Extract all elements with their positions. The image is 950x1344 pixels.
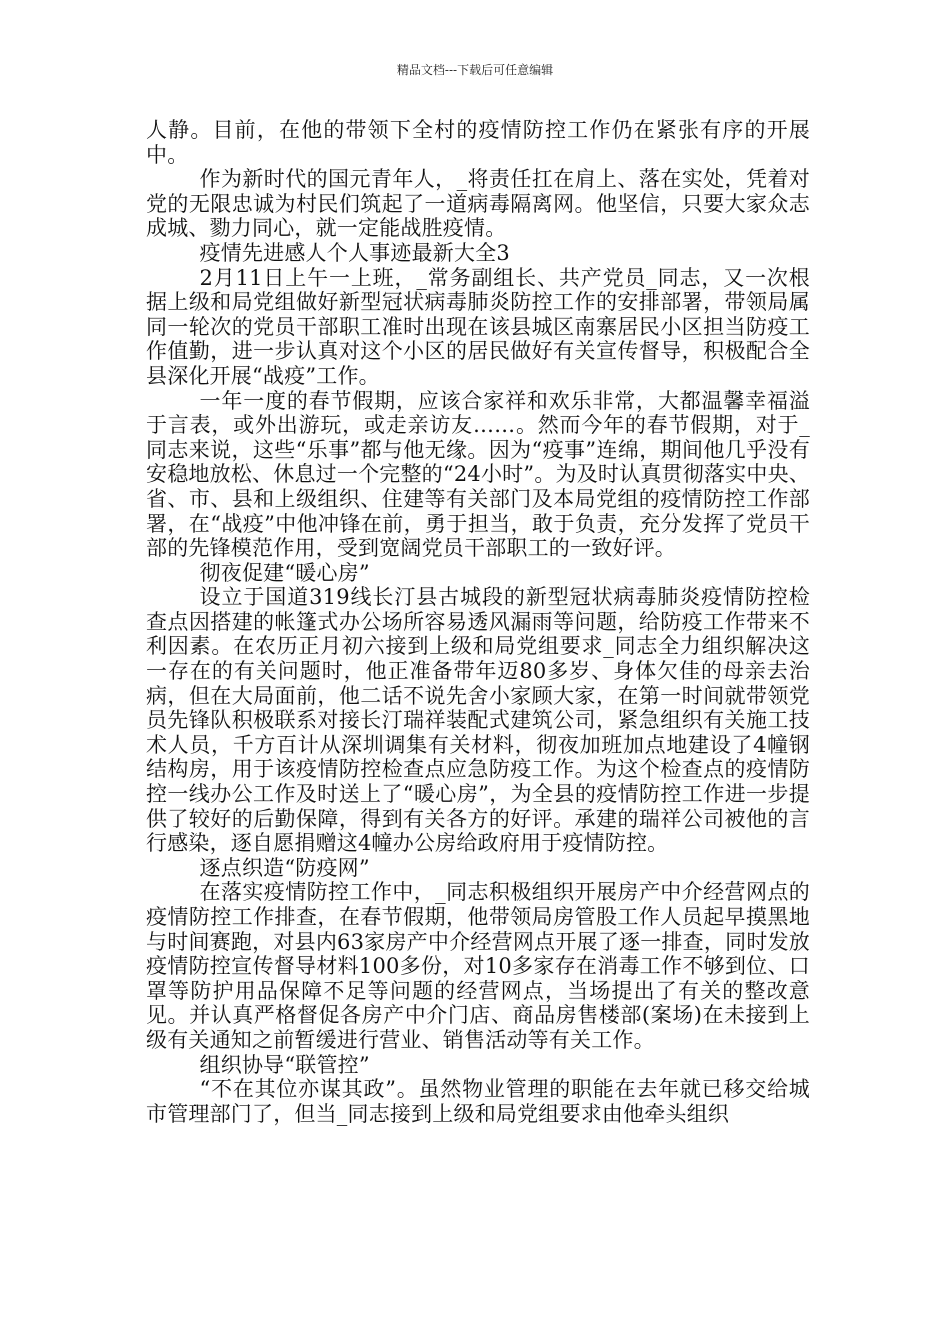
paragraph: 在落实疫情防控工作中，_同志积极组织开展房产中介经营网点的疫情防控工作排查，在春节假期，他带领局房管股工作人员起早摸黑地与时间赛跑，对县内63家房产中介经营网点开展了逐一排查，同时发放疫情防控宣传督导材料100多份，对10多家存在消毒工作不够到位、口罩等防护用品保障不足等问题的经营网点，当场提出了有关的整改意见。并认真严格督促各房产中介门店、商品房售楼部(案场)在未接到上级有关通知之前暂缓进行营业、销售活动等有关工作。 [146,880,810,1052]
paragraph: 2月11日上午一上班，_常务副组长、共产党员_同志，又一次根据上级和局党组做好新型冠状病毒肺炎防控工作的安排部署，带领局属同一轮次的党员干部职工准时出现在该县城区南寨居民小区担当防疫工作值勤，进一步认真对这个小区的居民做好有关宣传督导，积极配合全县深化开展“战疫”工作。 [146,265,810,388]
section-heading: 逐点织造“防疫网” [199,855,370,880]
page-header: 精品文档---下载后可任意编辑 [396,63,554,77]
paragraph: “不在其位亦谋其政”。虽然物业管理的职能在去年就已移交给城市管理部门了，但当_同志接到上级和局党组要求由他牵头组织 [146,1077,810,1126]
paragraph-continuation: 人静。目前，在他的带领下全村的疫情防控工作仍在紧张有序的开展中。 [146,118,810,167]
section-heading: 疫情先进感人个人事迹最新大全3 [199,240,510,265]
paragraph: 设立于国道319线长汀县古城段的新型冠状病毒肺炎疫情防控检查点因搭建的帐篷式办公场所容易透风漏雨等问题，给防疫工作带来不利因素。在农历正月初六接到上级和局党组要求_同志全力组织解决这一存在的有关问题时，他正准备带年迈80多岁、身体欠佳的母亲去治病，但在大局面前，他二话不说先舍小家顾大家，在第一时间就带领党员先锋队积极联系对接长汀瑞祥装配式建筑公司，紧急组织有关施工技术人员，千方百计从深圳调集有关材料，彻夜加班加点地建设了4幢钢结构房，用于该疫情防控检查点应急防疫工作。为这个检查点的疫情防控一线办公工作及时送上了“暖心房”，为全县的疫情防控工作进一步提供了较好的后勤保障，得到有关各方的好评。承建的瑞祥公司被他的言行感染，逐自愿捐赠这4幢办公房给政府用于疫情防控。 [146,585,810,856]
paragraph: 作为新时代的国元青年人，_将责任扛在肩上、落在实处，凭着对党的无限忠诚为村民们筑起了一道病毒隔离网。他坚信，只要大家众志成城、勠力同心，就一定能战胜疫情。 [146,167,810,241]
section-heading: 彻夜促建“暖心房” [199,560,370,585]
paragraph: 一年一度的春节假期，应该合家祥和欢乐非常，大都温馨幸福溢于言表，或外出游玩，或走亲访友……。然而今年的春节假期，对于_同志来说，这些“乐事”都与他无缘。因为“疫事”连绵，期间他几乎没有安稳地放松、休息过一个完整的“24小时”。为及时认真贯彻落实中央、省、市、县和上级组织、住建等有关部门及本局党组的疫情防控工作部署，在“战疫”中他冲锋在前，勇于担当，敢于负责，充分发挥了党员干部的先锋模范作用，受到宽阔党员干部职工的一致好评。 [146,388,810,561]
section-heading: 组织协导“联管控” [199,1052,370,1077]
document-body [146,118,810,1126]
